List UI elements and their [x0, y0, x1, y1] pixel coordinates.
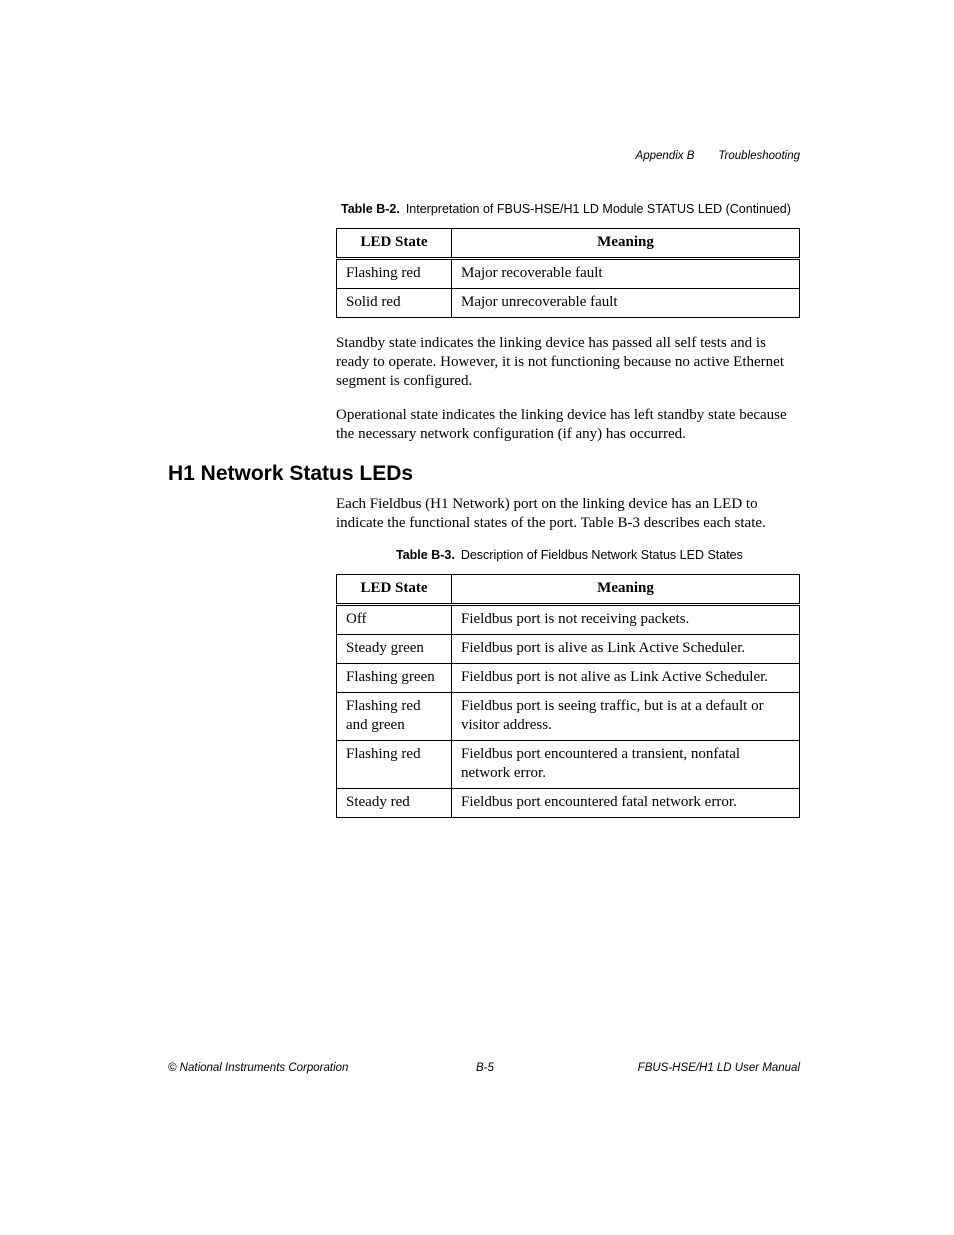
led-state-cell: Steady green — [337, 635, 452, 664]
table-b3-caption-text: Description of Fieldbus Network Status LED States — [460, 548, 743, 562]
meaning-cell: Fieldbus port is seeing traffic, but is at a default or visitor address. — [452, 693, 800, 741]
table-b2-caption — [341, 202, 791, 216]
table-row — [337, 289, 800, 318]
table-row — [337, 664, 800, 693]
table-row — [337, 259, 800, 289]
meaning-cell: Major unrecoverable fault — [452, 289, 800, 318]
footer-page-number: B-5 — [476, 1062, 494, 1074]
table-row — [337, 605, 800, 635]
led-state-cell: Flashing red — [337, 741, 452, 789]
led-state-cell: Flashing red and green — [337, 693, 452, 741]
section-heading: H1 Network Status LEDs — [168, 462, 414, 485]
table-b3-caption-label: Table B-3. — [396, 548, 455, 562]
led-state-cell: Solid red — [337, 289, 452, 318]
running-head-title: Troubleshooting — [718, 150, 800, 162]
column-header-meaning: Meaning — [452, 575, 800, 605]
section-paragraph: Each Fieldbus (H1 Network) port on the linking device has an LED to indicate the functional states of the port. Table B-3 describes each state. — [336, 496, 766, 531]
meaning-cell: Fieldbus port is not alive as Link Active Scheduler. — [452, 664, 800, 693]
table-b2-caption-text: Interpretation of FBUS-HSE/H1 LD Module STATUS LED (Continued) — [405, 202, 791, 216]
led-state-cell: Steady red — [337, 789, 452, 818]
table-b3-caption — [396, 548, 743, 562]
meaning-cell: Fieldbus port encountered fatal network error. — [452, 789, 800, 818]
led-state-cell: Flashing green — [337, 664, 452, 693]
footer-copyright: © National Instruments Corporation — [168, 1062, 349, 1074]
table-row — [337, 635, 800, 664]
meaning-cell: Major recoverable fault — [452, 259, 800, 289]
meaning-cell: Fieldbus port is alive as Link Active Scheduler. — [452, 635, 800, 664]
column-header-led-state: LED State — [337, 229, 452, 259]
running-head — [636, 150, 800, 162]
footer-manual-title: FBUS-HSE/H1 LD User Manual — [637, 1062, 800, 1074]
running-head-section: Appendix B — [635, 150, 695, 162]
led-state-cell: Off — [337, 605, 452, 635]
table-row — [337, 789, 800, 818]
meaning-cell: Fieldbus port is not receiving packets. — [452, 605, 800, 635]
standby-paragraph: Standby state indicates the linking device has passed all self tests and is ready to operate. However, it is not functioning because no active Ethernet segment is configured. — [336, 335, 784, 389]
table-row — [337, 741, 800, 789]
operational-paragraph: Operational state indicates the linking device has left standby state because the necessary network configuration (if any) has occurred. — [336, 407, 787, 442]
meaning-cell: Fieldbus port encountered a transient, nonfatal network error. — [452, 741, 800, 789]
table-b3 — [336, 574, 800, 818]
column-header-meaning: Meaning — [452, 229, 800, 259]
led-state-cell: Flashing red — [337, 259, 452, 289]
table-header-row — [337, 229, 800, 259]
column-header-led-state: LED State — [337, 575, 452, 605]
table-header-row — [337, 575, 800, 605]
table-b2-caption-label: Table B-2. — [341, 202, 400, 216]
table-b2 — [336, 228, 800, 318]
table-row — [337, 693, 800, 741]
